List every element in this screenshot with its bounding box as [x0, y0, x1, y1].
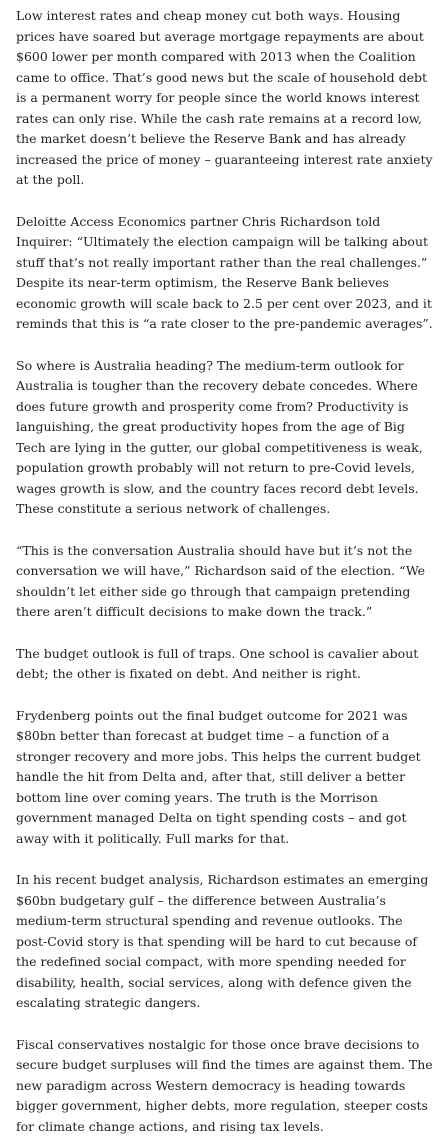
paragraph-richardson-quote: Deloitte Access Economics partner Chris Richardson told Inquirer: “Ultimately the election campaign will be talking about stuff that’s not really important rather than the real challenges.” Despite its near-term optimism, the Reserve Bank believes economic growth will scale back to 2.5 per cent over 2023, and it reminds that this is “a rate closer to the pre-pandemic averages”. — [16, 212, 434, 335]
paragraph-fiscal-conservatives: Fiscal conservatives nostalgic for those once brave decisions to secure budget surpluses will find the times are against them. The new paradigm across Western democracy is heading towards bigger government, higher debts, more regulation, steeper costs for climate change actions, and rising tax levels. — [16, 1035, 434, 1137]
paragraph-budgetary-gulf: In his recent budget analysis, Richardson estimates an emerging $60bn budgetary gulf – the difference between Australia’s medium-term structural spending and revenue outlooks. The post-Covid story is that spending will be hard to cut because of the redefined social compact, with more spending needed for disability, health, social services, along with defence given the escalating strategic dangers. — [16, 870, 434, 1014]
paragraph-budget-traps: The budget outlook is full of traps. One school is cavalier about debt; the other is fixated on debt. And neither is right. — [16, 644, 434, 685]
paragraph-election-conversation: “This is the conversation Australia should have but it’s not the conversation we will have,” Richardson said of the election. “We shouldn’t let either side go through that campaign pretending there aren’t difficult decisions to make down the track.” — [16, 541, 434, 623]
paragraph-mortgage-repayments: Low interest rates and cheap money cut both ways. Housing prices have soared but average mortgage repayments are about $600 lower per month compared with 2013 when the Coalition came to office. That’s good news but the scale of household debt is a permanent worry for people since the world knows interest rates can only rise. While the cash rate remains at a record low, the market doesn’t believe the Reserve Bank and has already increased the price of money – guaranteeing interest rate anxiety at the poll. — [16, 6, 434, 191]
paragraph-frydenberg-budget: Frydenberg points out the final budget outcome for 2021 was $80bn better than forecast at budget time – a function of a stronger recovery and more jobs. This helps the current budget handle the hit from Delta and, after that, still deliver a better bottom line over coming years. The truth is the Morrison government managed Delta on tight spending costs – and got away with it politically. Full marks for that. — [16, 706, 434, 850]
paragraph-medium-term-outlook: So where is Australia heading? The medium-term outlook for Australia is tougher than the recovery debate concedes. Where does future growth and prosperity come from? Productivity is languishing, the great productivity hopes from the age of Big Tech are lying in the gutter, our global competitiveness is weak, population growth probably will not return to pre-Covid levels, wages growth is slow, and the country faces record debt levels. These constitute a serious network of challenges. — [16, 356, 434, 520]
